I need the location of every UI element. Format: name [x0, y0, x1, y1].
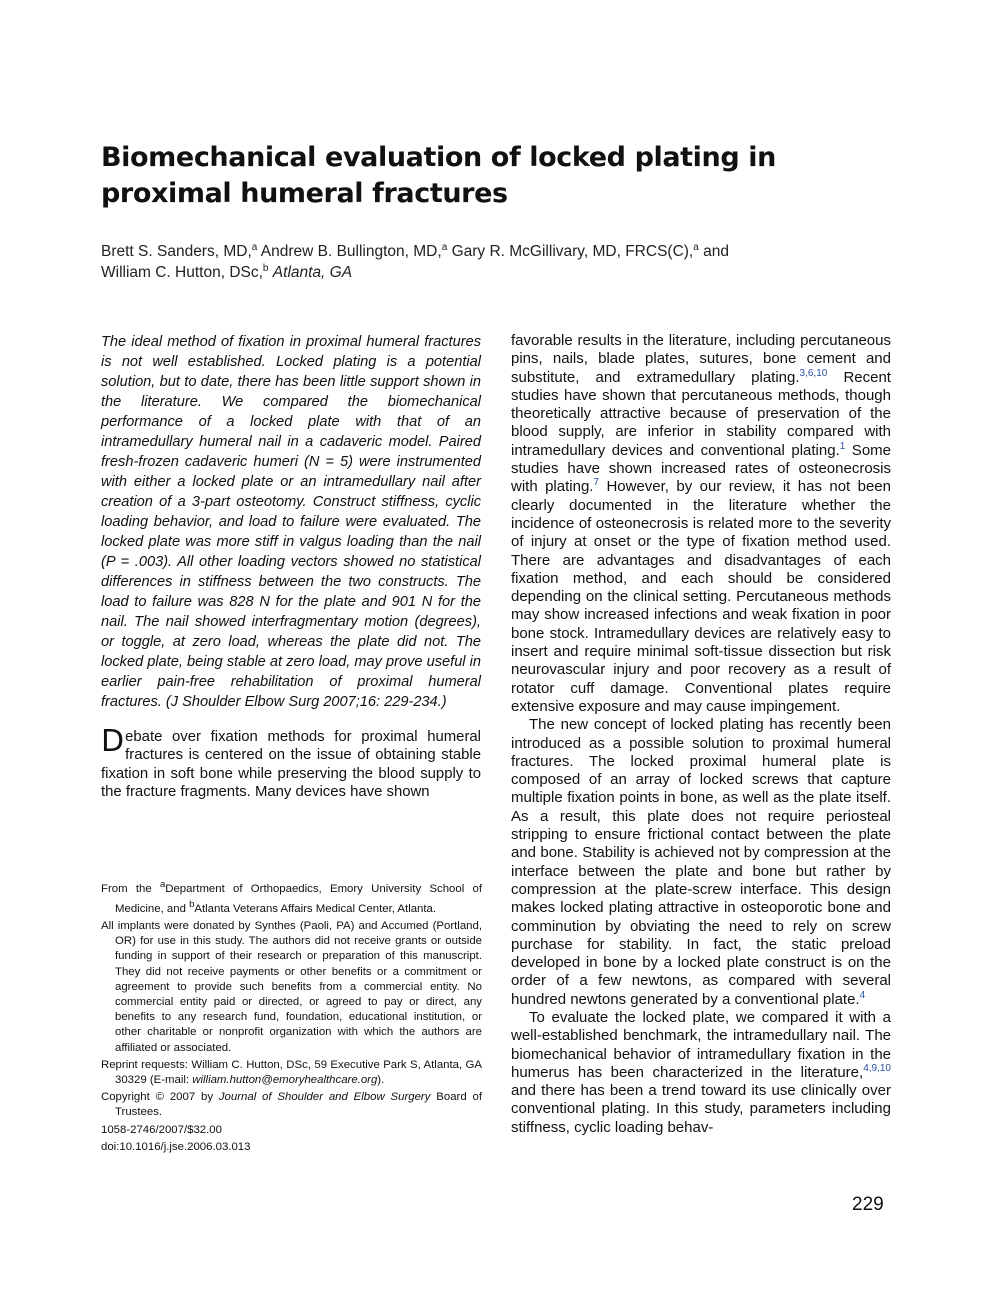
abstract: The ideal method of fixation in proximal humeral fractures is not well established. Locked plating is a potential solution, but to date, there has been little support shown in the literature. We compared the biomechanical performance of a locked plate with that of an intramedullary humeral nail in a cadaveric model. Paired fresh-frozen cadaveric humeri (N = 5) were instrumented with either a locked plate or an intramedullary nail after creation of a 3-part osteotomy. Construct stiffness, cyclic loading behavior, and load to failure were evaluated. The locked plate was more stiff in valgus loading than the nail (P = .003). All other loading vectors showed no statistical differences in stiffness between the two constructs. The load to failure was 828 N for the plate and 901 N for the nail. The nail showed interfragmentary motion (degrees), or toggle, at zero load, whereas the plate did not. The locked plate, being stable at zero load, may prove useful in earlier pain-free rehabilitation of proximal humeral fractures. (J Shoulder Elbow Surg 2007;16: 229-234.): [101, 334, 481, 710]
author-list: [101, 241, 891, 283]
body-paragraph: The new concept of locked plating has recently been introduced as a possible solution to proximal humeral fractures. The locked proximal humeral plate is composed of an array of locked screws that capture multiple fixation points in bone, as well as the plate itself. As a result, this plate does not require periosteal stripping to ensure frictional contact between the plate and bone. Stability is achieved not by compression at the interface between the plate and bone but rather by compression at the plate-screw interface. This design makes locked plating attractive in osteoporotic bone and comminution by obviating the need to rely on screw purchase for stability. In fact, the static preload developed in bone by a locked plate construct is on the order of a few newtons, as compared with several hundred newtons generated by a conventional plate.$^4$: [511, 716, 891, 1008]
copyright-note: Copyright © 2007 by Journal of Shoulder and Elbow Surgery Board of Trustees.: [101, 1091, 482, 1119]
affiliation-mark: a: [693, 241, 699, 253]
reprint-email-link[interactable]: william.hutton@emoryhealthcare.org: [192, 1074, 378, 1087]
author-name: Gary R. McGillivary, MD, FRCS(C),: [451, 243, 694, 260]
citation-link[interactable]: 3,6,10: [799, 367, 828, 379]
article-title: Biomechanical evaluation of locked plating in proximal humeral fractures: [101, 142, 776, 209]
right-column: [511, 332, 891, 1137]
drop-cap: D: [101, 724, 125, 759]
citation-link[interactable]: 1: [839, 440, 846, 452]
page-number: 229: [852, 1194, 884, 1215]
funding-note: All implants were donated by Synthes (Paoli, PA) and Accumed (Portland, OR) for use in this study. The authors did not receive grants or outside funding in support of their research or preparation of this manuscript. They did not receive payments or other benefits or a commitment or agreement to provide such benefits from a commercial entity. No commercial entity paid or directed, or agreed to pay or direct, any benefits to any research fund, foundation, educational institution, or other charitable or nonprofit organization with which the authors are affiliated or associated.: [101, 920, 482, 1054]
intro-paragraph: [101, 724, 481, 802]
author-name: Andrew B. Bullington, MD,: [260, 243, 442, 260]
citation-link[interactable]: 7: [593, 477, 600, 489]
body-paragraph: favorable results in the literature, including percutaneous pins, nails, blade plates, sutures, bone cement and substitute, and extramedullary plating.$^{3,6,10}$ Recent studies have shown that percutaneous methods, though theoretically attractive because of preservation of the blood supply, are inferior in stability compared with intramedullary devices and conventional plating.$^1$ Some studies have shown increased rates of osteonecrosis with plating.$^7$ However, by our review, it has not been clearly documented in the literature whether the incidence of osteonecrosis is related more to the severity of injury at onset or the type of fixation method used. There are advantages and disadvantages of each fixation method, and each should be considered depending on the clinical setting. Percutaneous methods may show increased infections and weak fixation in poor bone stock. Intramedullary devices are relatively easy to insert and require minimal soft-tissue dissection but risk neurovascular injury and poor recovery as a result of rotator cuff damage. Conventional plates require extensive exposure and may cause impingement.: [511, 332, 891, 715]
author-name: Brett S. Sanders, MD,: [101, 243, 252, 260]
left-column: [101, 332, 481, 802]
citation-link[interactable]: 4: [859, 989, 866, 1001]
body-paragraph: To evaluate the locked plate, we compared it with a well-established benchmark, the intramedullary nail. The biomechanical behavior of intramedullary fixation in the humerus has been characterized in the literature,$^{4,9,10}$ and there has been a trend toward its use clinically over conventional plating. In this study, parameters including stiffness, cyclic loading behav-: [511, 1008, 891, 1136]
affiliation-mark: a: [441, 241, 448, 253]
intro-text: ebate over fixation methods for proximal humeral fractures is centered on the issue of obtaining stable fixation in soft bone while preserving the blood supply to the fracture fragments. Many devices have shown: [101, 729, 481, 801]
doi-note[interactable]: doi:10.1016/j.jse.2006.03.013: [101, 1140, 251, 1153]
affiliation-note: From the $^a$Department of Orthopaedics, Emory University School of Medicine, and $^b$Atlanta Veterans Affairs Medical Center, Atlanta.: [101, 879, 482, 915]
issn-note: 1058-2746/2007/$32.00: [101, 1123, 222, 1136]
front-matter-notes: [101, 877, 482, 1157]
reprint-note: Reprint requests: William C. Hutton, DSc, 59 Executive Park S, Atlanta, GA 30329 (E-mail: william.hutton@emoryhealthcare.org).: [101, 1058, 482, 1087]
citation-link[interactable]: 4,9,10: [863, 1062, 891, 1074]
affiliation-mark: b: [262, 262, 269, 274]
author-conjunction: and: [703, 243, 729, 260]
author-name: William C. Hutton, DSc,: [101, 264, 263, 281]
affiliation-mark: a: [251, 241, 258, 253]
author-location: Atlanta, GA: [272, 264, 353, 281]
